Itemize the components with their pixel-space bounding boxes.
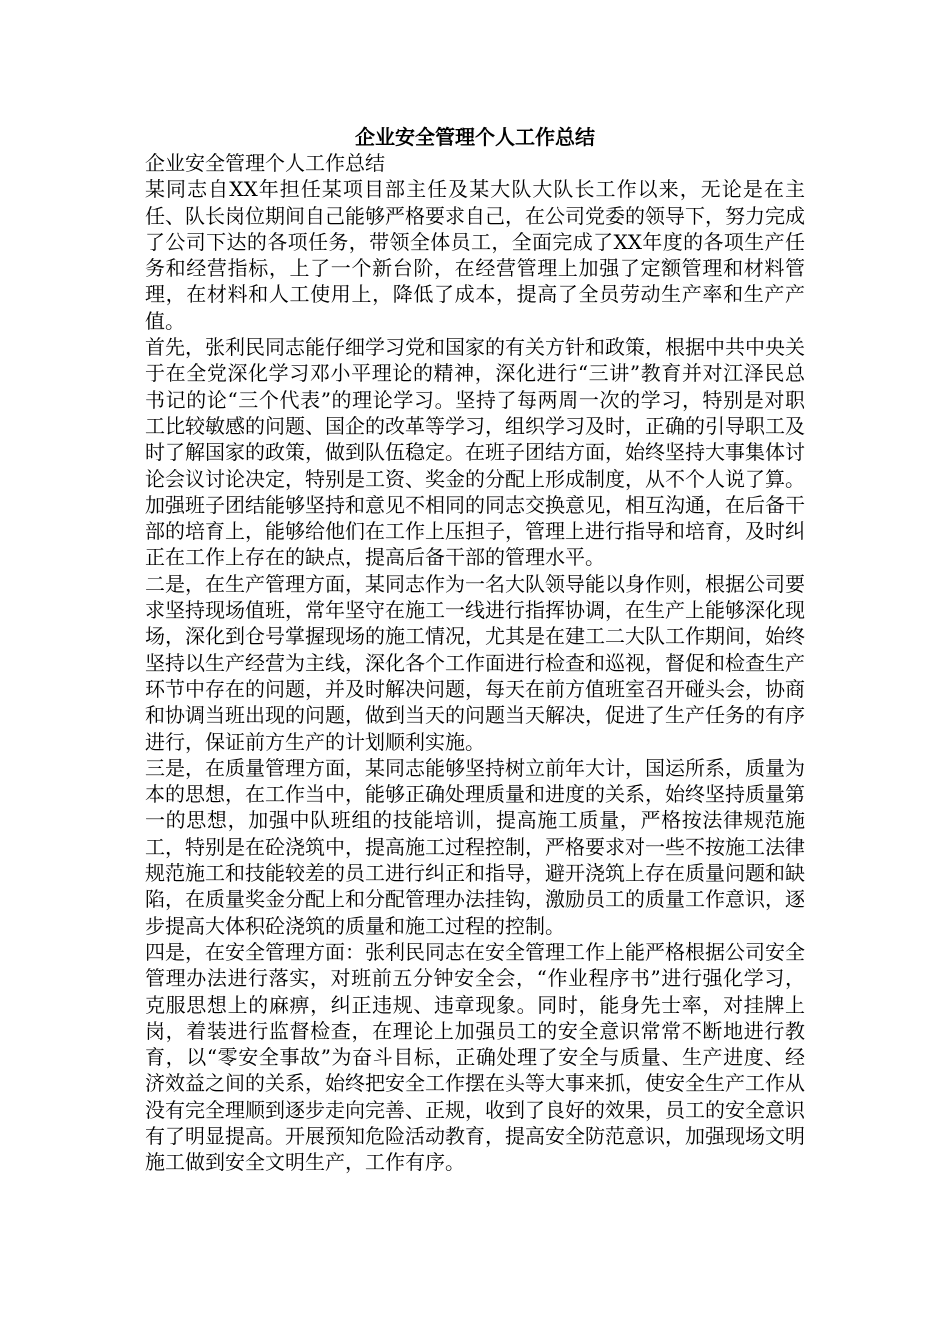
- paragraph-first: 首先，张利民同志能仔细学习党和国家的有关方针和政策，根据中共中央关于在全党深化学习邓小平理论的精神，深化进行“三讲”教育并对江泽民总书记的论“三个代表”的理论学习。坚持了每两周一次的学习，特别是对职工比较敏感的问题、国企的改革等学习，组织学习及时，正确的引导职工及时了解国家的政策，做到队伍稳定。在班子团结方面，始终坚持大事集体讨论会议讨论决定，特别是工资、奖金的分配上形成制度，从不个人说了算。加强班子团结能够坚持和意见不相同的同志交换意见，相互沟通，在后备干部的培育上，能够给他们在工作上压担子，管理上进行指导和培育，及时纠正在工作上存在的缺点，提高后备干部的管理水平。: [145, 335, 805, 570]
- paragraph-production: 二是，在生产管理方面，某同志作为一名大队领导能以身作则，根据公司要求坚持现场值班，常年坚守在施工一线进行指挥协调，在生产上能够深化现场，深化到仓号掌握现场的施工情况，尤其是在建工二大队工作期间，始终坚持以生产经营为主线，深化各个工作面进行检查和巡视，督促和检查生产环节中存在的问题，并及时解决问题，每天在前方值班室召开碰头会，协商和协调当班出现的问题，做到当天的问题当天解决，促进了生产任务的有序进行，保证前方生产的计划顺利实施。: [145, 571, 805, 754]
- paragraph-quality: 三是，在质量管理方面，某同志能够坚持树立前年大计，国运所系，质量为本的思想，在工作当中，能够正确处理质量和进度的关系，始终坚持质量第一的思想，加强中队班组的技能培训，提高施工质量，严格按法律规范施工，特别是在砼浇筑中，提高施工过程控制，严格要求对一些不按施工法律规范施工和技能较差的员工进行纠正和指导，避开浇筑上存在质量问题和缺陷，在质量奖金分配上和分配管理办法挂钩，激励员工的质量工作意识，逐步提高大体积砼浇筑的质量和施工过程的控制。: [145, 755, 805, 938]
- document-title: 企业安全管理个人工作总结: [355, 125, 595, 149]
- document-subtitle: 企业安全管理个人工作总结: [145, 151, 385, 175]
- paragraph-safety: 四是，在安全管理方面：张利民同志在安全管理工作上能严格根据公司安全管理办法进行落实，对班前五分钟安全会，“作业程序书”进行强化学习，克服思想上的麻痹，纠正违规、违章现象。同时，能身先士率，对挂牌上岗，着装进行监督检查，在理论上加强员工的安全意识常常不断地进行教育，以“零安全事故”为奋斗目标，正确处理了安全与质量、生产进度、经济效益之间的关系，始终把安全工作摆在头等大事来抓，使安全生产工作从没有完全理顺到逐步走向完善、正规，收到了良好的效果，员工的安全意识有了明显提高。开展预知危险活动教育，提高安全防范意识，加强现场文明施工做到安全文明生产，工作有序。: [145, 939, 805, 1175]
- paragraph-intro: 某同志自XX年担任某项目部主任及某大队大队长工作以来，无论是在主任、队长岗位期间自己能够严格要求自己，在公司党委的领导下，努力完成了公司下达的各项任务，带领全体员工，全面完成了XX年度的各项生产任务和经营指标，上了一个新台阶，在经营管理上加强了定额管理和材料管理，在材料和人工使用上，降低了成本，提高了全员劳动生产率和生产产值。: [145, 177, 805, 333]
- document-page: [145, 124, 805, 1176]
